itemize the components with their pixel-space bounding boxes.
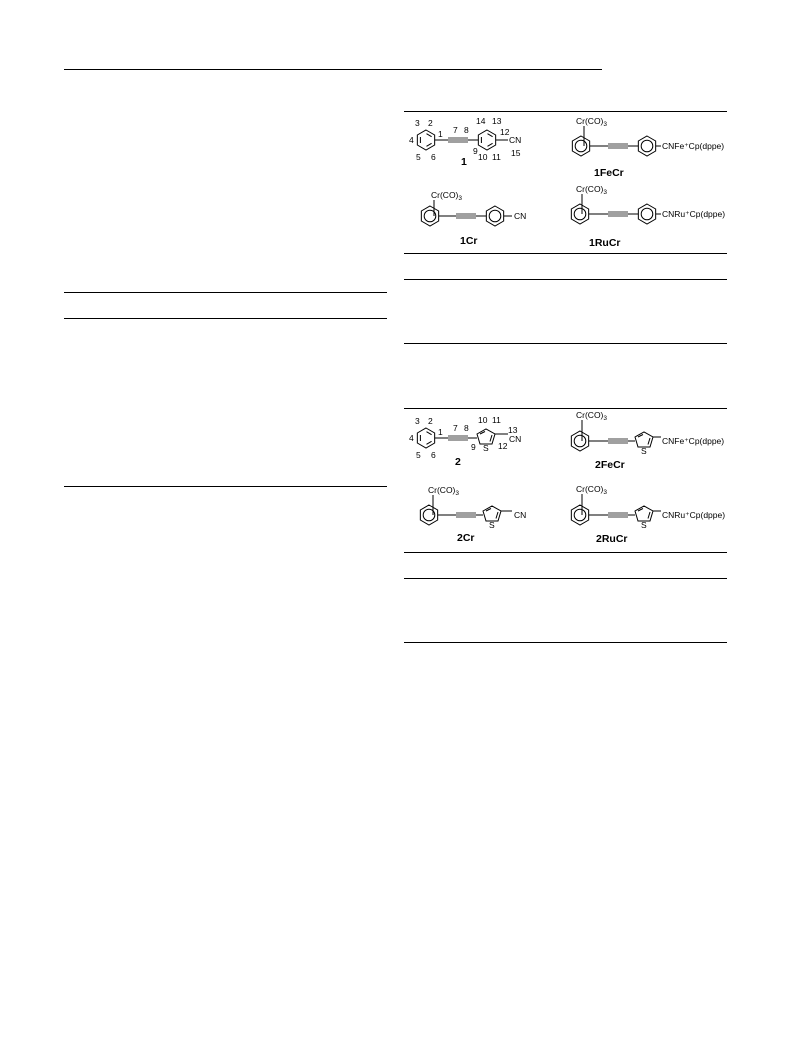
svg-text:6: 6	[431, 450, 436, 460]
compound-1rucr-structure	[571, 184, 725, 249]
compound-1fecr-substituent: CNFe⁺Cp(dppe)	[662, 141, 725, 151]
compound-2fecr-heteroatom: S	[641, 446, 647, 456]
compound-2-heteroatom: S	[483, 443, 489, 453]
svg-text:6: 6	[431, 152, 436, 162]
compound-1fecr-metal-label: $Cr(CO)_3$	[576, 116, 608, 128]
svg-text:3: 3	[415, 416, 420, 426]
compound-1rucr-name: 1RuCr	[589, 237, 621, 249]
svg-text:8: 8	[464, 125, 469, 135]
svg-text:11: 11	[492, 152, 501, 162]
compound-2-substituent: CN	[509, 434, 522, 444]
compound-1cr-metal-label: $Cr(CO)_3$	[431, 190, 463, 202]
svg-text:10: 10	[478, 152, 488, 162]
header-rule	[64, 69, 602, 70]
svg-text:13: 13	[508, 425, 518, 435]
right-rule-6	[404, 552, 727, 553]
svg-text:1: 1	[438, 427, 443, 437]
svg-text:7: 7	[453, 125, 458, 135]
scheme-2	[404, 409, 727, 551]
compound-1rucr-metal-label: $Cr(CO)_3$	[576, 184, 608, 196]
svg-text:4: 4	[409, 433, 414, 443]
svg-text:5: 5	[416, 450, 421, 460]
svg-text:14: 14	[476, 116, 486, 126]
svg-text:9: 9	[471, 442, 476, 452]
svg-text:1: 1	[438, 129, 443, 139]
compound-2fecr-structure	[571, 410, 724, 471]
left-rule-2	[64, 318, 387, 319]
svg-text:2: 2	[428, 118, 433, 128]
svg-text:12: 12	[498, 441, 508, 451]
right-rule-8	[404, 642, 727, 643]
svg-text:11: 11	[492, 415, 501, 425]
scheme-1	[404, 112, 727, 252]
compound-2rucr-structure	[571, 484, 725, 545]
right-rule-7	[404, 578, 727, 579]
svg-text:7: 7	[453, 423, 458, 433]
compound-2cr-heteroatom: S	[489, 520, 495, 530]
compound-2cr-name: 2Cr	[457, 532, 475, 544]
compound-2cr-structure	[420, 485, 526, 544]
svg-text:10: 10	[478, 415, 488, 425]
compound-2rucr-metal-label: $Cr(CO)_3$	[576, 484, 608, 496]
svg-text:5: 5	[416, 152, 421, 162]
compound-1cr-substituent: CN	[514, 211, 527, 221]
left-rule-1	[64, 292, 387, 293]
svg-text:9: 9	[473, 146, 478, 156]
compound-2fecr-metal-label: $Cr(CO)_3$	[576, 410, 608, 422]
compound-1-name: 1	[461, 156, 467, 168]
compound-1fecr-structure	[572, 116, 724, 179]
svg-text:4: 4	[409, 135, 414, 145]
svg-text:2: 2	[428, 416, 433, 426]
compound-2cr-metal-label: $Cr(CO)_3$	[428, 485, 460, 497]
right-rule-3	[404, 279, 727, 280]
compound-2fecr-name: 2FeCr	[595, 459, 625, 471]
compound-1rucr-substituent: CNRu⁺Cp(dppe)	[662, 209, 726, 219]
compound-1-structure	[409, 116, 521, 168]
right-rule-4	[404, 343, 727, 344]
svg-text:13: 13	[492, 116, 502, 126]
svg-text:8: 8	[464, 423, 469, 433]
compound-2-structure	[409, 415, 521, 468]
compound-2-numbering	[409, 415, 518, 460]
compound-1fecr-name: 1FeCr	[594, 167, 624, 179]
svg-text:3: 3	[415, 118, 420, 128]
compound-2fecr-substituent: CNFe⁺Cp(dppe)	[662, 436, 725, 446]
compound-2rucr-name: 2RuCr	[596, 533, 628, 545]
compound-1cr-structure	[421, 190, 526, 247]
svg-text:15: 15	[511, 148, 521, 158]
svg-text:12: 12	[500, 127, 510, 137]
left-rule-3	[64, 486, 387, 487]
compound-2-name: 2	[455, 456, 461, 468]
right-rule-2	[404, 253, 727, 254]
compound-1-substituent: CN	[509, 135, 522, 145]
compound-2rucr-substituent: CNRu⁺Cp(dppe)	[662, 510, 726, 520]
compound-2cr-substituent: CN	[514, 510, 527, 520]
compound-1cr-name: 1Cr	[460, 235, 478, 247]
compound-2rucr-heteroatom: S	[641, 520, 647, 530]
